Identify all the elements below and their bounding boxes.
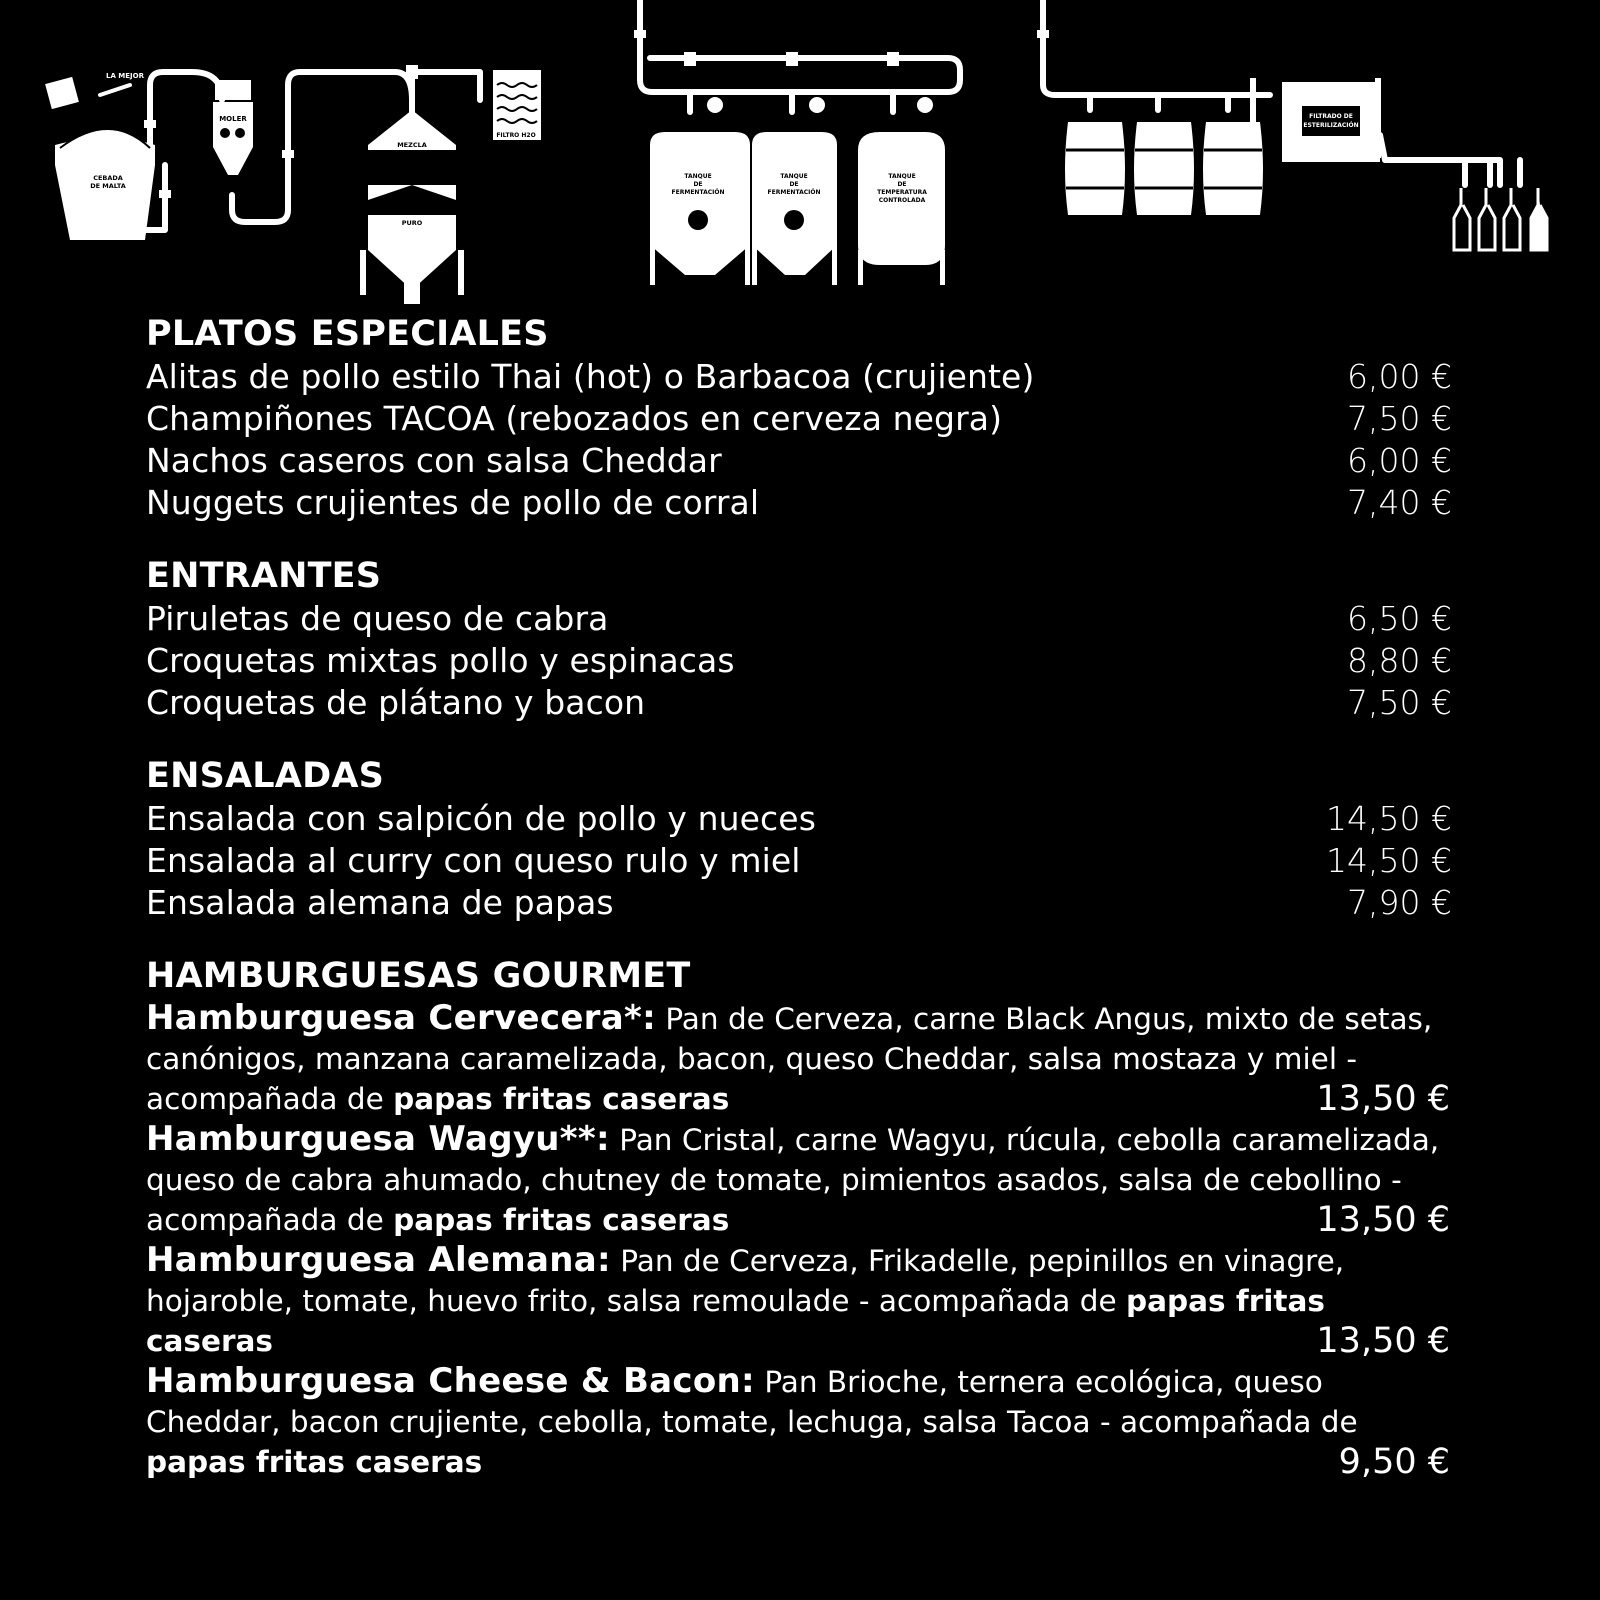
burger-description: Pan de Cerveza, carne Black Angus, mixto de setas, canónigos, manzana caramelizada, bacon, queso Cheddar, salsa mostaza y miel - acompañada de [146, 1002, 1433, 1116]
burger-description: Pan Cristal, carne Wagyu, rúcula, cebolla caramelizada, queso de cabra ahumado, chutney de tomate, pimientos asados, salsa de cebollino - acompañada de [146, 1123, 1440, 1237]
svg-text:ESTERILIZACIÓN: ESTERILIZACIÓN [1303, 122, 1359, 129]
section-hamburguesas [146, 954, 1462, 1482]
burger-name: Hamburguesa Wagyu**: [146, 1119, 610, 1159]
burger-side: papas fritas caseras [393, 1203, 730, 1237]
item-name: Nachos caseros con salsa Cheddar [146, 441, 722, 480]
svg-text:DE: DE [693, 181, 703, 188]
menu-item [146, 440, 1462, 482]
burger-item [146, 1119, 1462, 1240]
item-price: 7,90 € [1347, 883, 1452, 922]
menu-item [146, 598, 1462, 640]
section-title: ENSALADAS [146, 756, 385, 796]
item-name: Ensalada al curry con queso rulo y miel [146, 841, 801, 880]
brewing-process-illustration [0, 0, 1600, 310]
item-name: Croquetas de plátano y bacon [146, 683, 646, 722]
item-price: 6,00 € [1347, 441, 1452, 480]
menu-item [146, 398, 1462, 440]
svg-text:FILTRADO DE: FILTRADO DE [1309, 113, 1353, 120]
grain-hopper-icon [45, 72, 155, 240]
item-price: 7,50 € [1347, 399, 1452, 438]
item-name: Ensalada con salpicón de pollo y nueces [146, 799, 816, 838]
svg-text:MEZCLA: MEZCLA [397, 141, 427, 149]
item-price: 14,50 € [1326, 841, 1452, 880]
svg-text:FERMENTACIÓN: FERMENTACIÓN [671, 189, 725, 196]
burger-price: 13,50 € [1316, 1200, 1450, 1240]
svg-text:TANQUE: TANQUE [780, 173, 808, 180]
item-name: Ensalada alemana de papas [146, 883, 614, 922]
item-name: Alitas de pollo estilo Thai (hot) o Barbacoa (crujiente) [146, 357, 1035, 396]
item-price: 7,50 € [1347, 683, 1452, 722]
svg-text:CEBADA: CEBADA [93, 174, 123, 182]
sterilization-filter-icon [1282, 82, 1380, 162]
mixing-tank-icon [360, 110, 464, 304]
burger-description: Pan de Cerveza, Frikadelle, pepinillos en vinagre, hojaroble, tomate, huevo frito, salsa remoulade - acompañada de [146, 1244, 1345, 1318]
item-price: 7,40 € [1347, 483, 1452, 522]
burger-name: Hamburguesa Alemana: [146, 1240, 611, 1280]
burger-name: Hamburguesa Cervecera*: [146, 998, 656, 1038]
burger-item [146, 998, 1462, 1119]
burger-side: papas fritas caseras [393, 1082, 730, 1116]
water-filter-icon [493, 70, 541, 140]
menu-item [146, 882, 1462, 924]
svg-text:LA MEJOR: LA MEJOR [105, 72, 145, 80]
section-entrantes [146, 554, 1462, 724]
svg-text:DE: DE [789, 181, 799, 188]
section-title: ENTRANTES [146, 556, 382, 596]
svg-text:PURO: PURO [401, 219, 423, 227]
item-name: Piruletas de queso de cabra [146, 599, 609, 638]
item-price: 6,50 € [1347, 599, 1452, 638]
item-name: Croquetas mixtas pollo y espinacas [146, 641, 735, 680]
svg-text:TANQUE: TANQUE [684, 173, 712, 180]
barrels-icon [1065, 122, 1263, 215]
menu-item [146, 482, 1462, 524]
mill-icon [213, 80, 253, 175]
bottles-icon [1454, 188, 1547, 250]
burger-description: Pan Brioche, ternera ecológica, queso Cheddar, bacon crujiente, cebolla, tomate, lechuga, salsa Tacoa - acompañada de [146, 1365, 1358, 1439]
burger-item [146, 1240, 1462, 1361]
burger-price: 9,50 € [1338, 1442, 1450, 1482]
svg-text:DE: DE [897, 181, 907, 188]
svg-text:FILTRO H2O: FILTRO H2O [496, 132, 536, 139]
burger-price: 13,50 € [1316, 1079, 1450, 1119]
svg-text:TANQUE: TANQUE [888, 173, 916, 180]
item-name: Nuggets crujientes de pollo de corral [146, 483, 760, 522]
section-platos-especiales [146, 312, 1462, 524]
svg-text:MOLER: MOLER [219, 115, 247, 123]
svg-text:DE MALTA: DE MALTA [90, 182, 126, 190]
section-title: HAMBURGUESAS GOURMET [146, 956, 691, 996]
menu-item [146, 840, 1462, 882]
item-price: 14,50 € [1326, 799, 1452, 838]
burger-item [146, 1361, 1462, 1482]
burger-side: papas fritas caseras [146, 1284, 1325, 1358]
menu-item [146, 640, 1462, 682]
svg-text:TEMPERATURA: TEMPERATURA [877, 189, 927, 196]
item-price: 8,80 € [1347, 641, 1452, 680]
item-price: 6,00 € [1347, 357, 1452, 396]
burger-price: 13,50 € [1316, 1321, 1450, 1361]
menu-item [146, 682, 1462, 724]
fermentation-tank-2-icon [752, 97, 837, 285]
menu-item [146, 798, 1462, 840]
menu-item [146, 356, 1462, 398]
item-name: Champiñones TACOA (rebozados en cerveza negra) [146, 399, 1003, 438]
burger-side: papas fritas caseras [146, 1445, 483, 1479]
svg-text:CONTROLADA: CONTROLADA [878, 197, 926, 204]
burger-name: Hamburguesa Cheese & Bacon: [146, 1361, 755, 1401]
svg-text:FERMENTACIÓN: FERMENTACIÓN [767, 189, 821, 196]
menu [146, 312, 1462, 1512]
fermentation-tank-1-icon [650, 97, 750, 285]
temperature-tank-icon [858, 97, 945, 285]
section-title: PLATOS ESPECIALES [146, 314, 549, 354]
section-ensaladas [146, 754, 1462, 924]
